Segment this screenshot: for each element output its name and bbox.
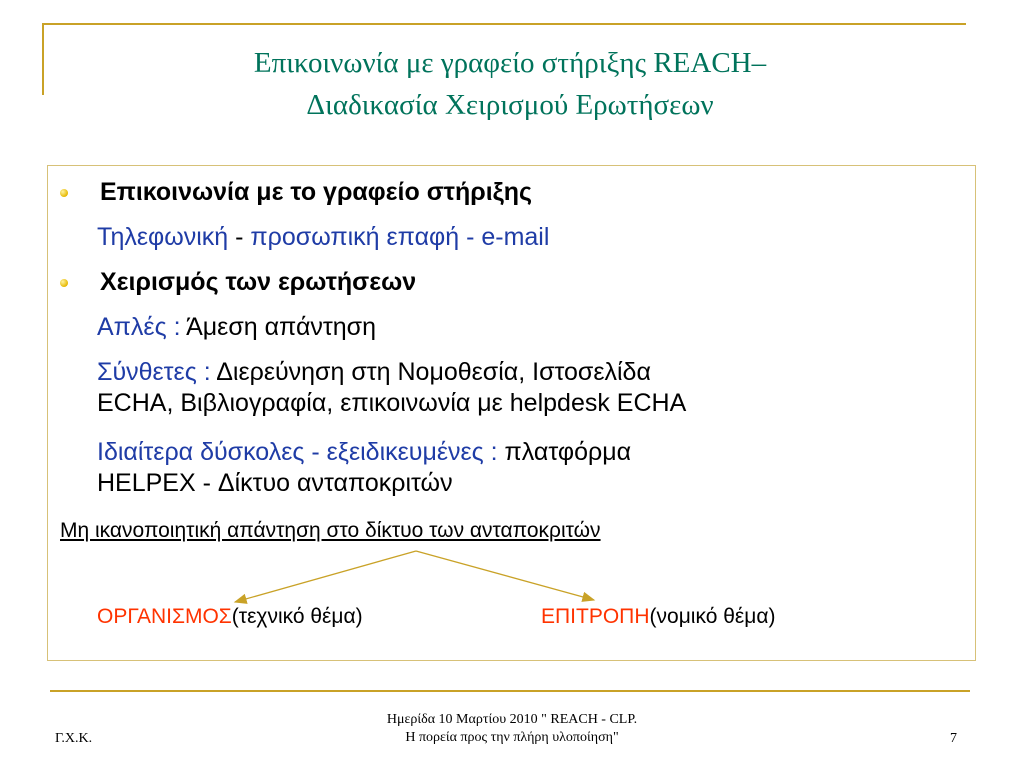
item-difficult-text2: HELPEX - Δίκτυο ανταποκριτών xyxy=(97,469,453,497)
branch-organisation xyxy=(97,603,363,631)
bullet-handling-heading: Χειρισμός των ερωτήσεων xyxy=(100,268,417,296)
item-complex-text2: ECHA, Βιβλιογραφία, επικοινωνία με helpdesk ECHA xyxy=(97,389,687,417)
item-difficult-label: Ιδιαίτερα δύσκολες - εξειδικευμένες : xyxy=(97,438,498,466)
item-simple-label: Απλές : xyxy=(97,313,181,341)
contact-separator: - xyxy=(228,223,251,251)
arrow-to-organisation xyxy=(235,551,416,602)
page-number: 7 xyxy=(950,731,957,746)
branch-commission-desc: (νομικό θέμα) xyxy=(649,605,776,628)
item-simple-text: Άμεση απάντηση xyxy=(180,313,377,341)
branch-organisation-desc: (τεχνικό θέμα) xyxy=(231,605,363,628)
footer-author: Γ.Χ.Κ. xyxy=(55,731,93,746)
contact-phone: Τηλεφωνική xyxy=(97,223,229,251)
unsatisfactory-note: Μη ικανοποιητική απάντηση στο δίκτυο των ανταποκριτών xyxy=(60,519,601,542)
arrow-to-commission xyxy=(416,551,594,600)
slide-title-line2: Διαδικασία Χειρισμού Ερωτήσεων xyxy=(306,89,714,121)
branch-commission xyxy=(541,603,776,631)
item-complex-text1: Διερεύνηση στη Νομοθεσία, Ιστοσελίδα xyxy=(210,358,651,386)
item-difficult-text1: πλατφόρμα xyxy=(497,438,632,466)
contact-other: προσωπική επαφή - e-mail xyxy=(250,223,550,251)
slide-title-line1: Επικοινωνία με γραφείο στήριξης REACH– xyxy=(253,47,767,79)
footer-rule xyxy=(50,690,970,692)
footer-event-line2: Η πορεία προς την πλήρη υλοποίηση" xyxy=(405,730,619,745)
footer-event xyxy=(312,711,712,747)
branch-commission-name: ΕΠΙΤΡΟΠΗ xyxy=(541,605,650,628)
bullet-contact-heading: Επικοινωνία με το γραφείο στήριξης xyxy=(100,178,533,206)
item-complex-label: Σύνθετες : xyxy=(97,358,211,386)
footer-event-line1: Ημερίδα 10 Μαρτίου 2010 " REACH - CLP. xyxy=(386,712,638,727)
branch-organisation-name: ΟΡΓΑΝΙΣΜΟΣ xyxy=(97,605,232,628)
